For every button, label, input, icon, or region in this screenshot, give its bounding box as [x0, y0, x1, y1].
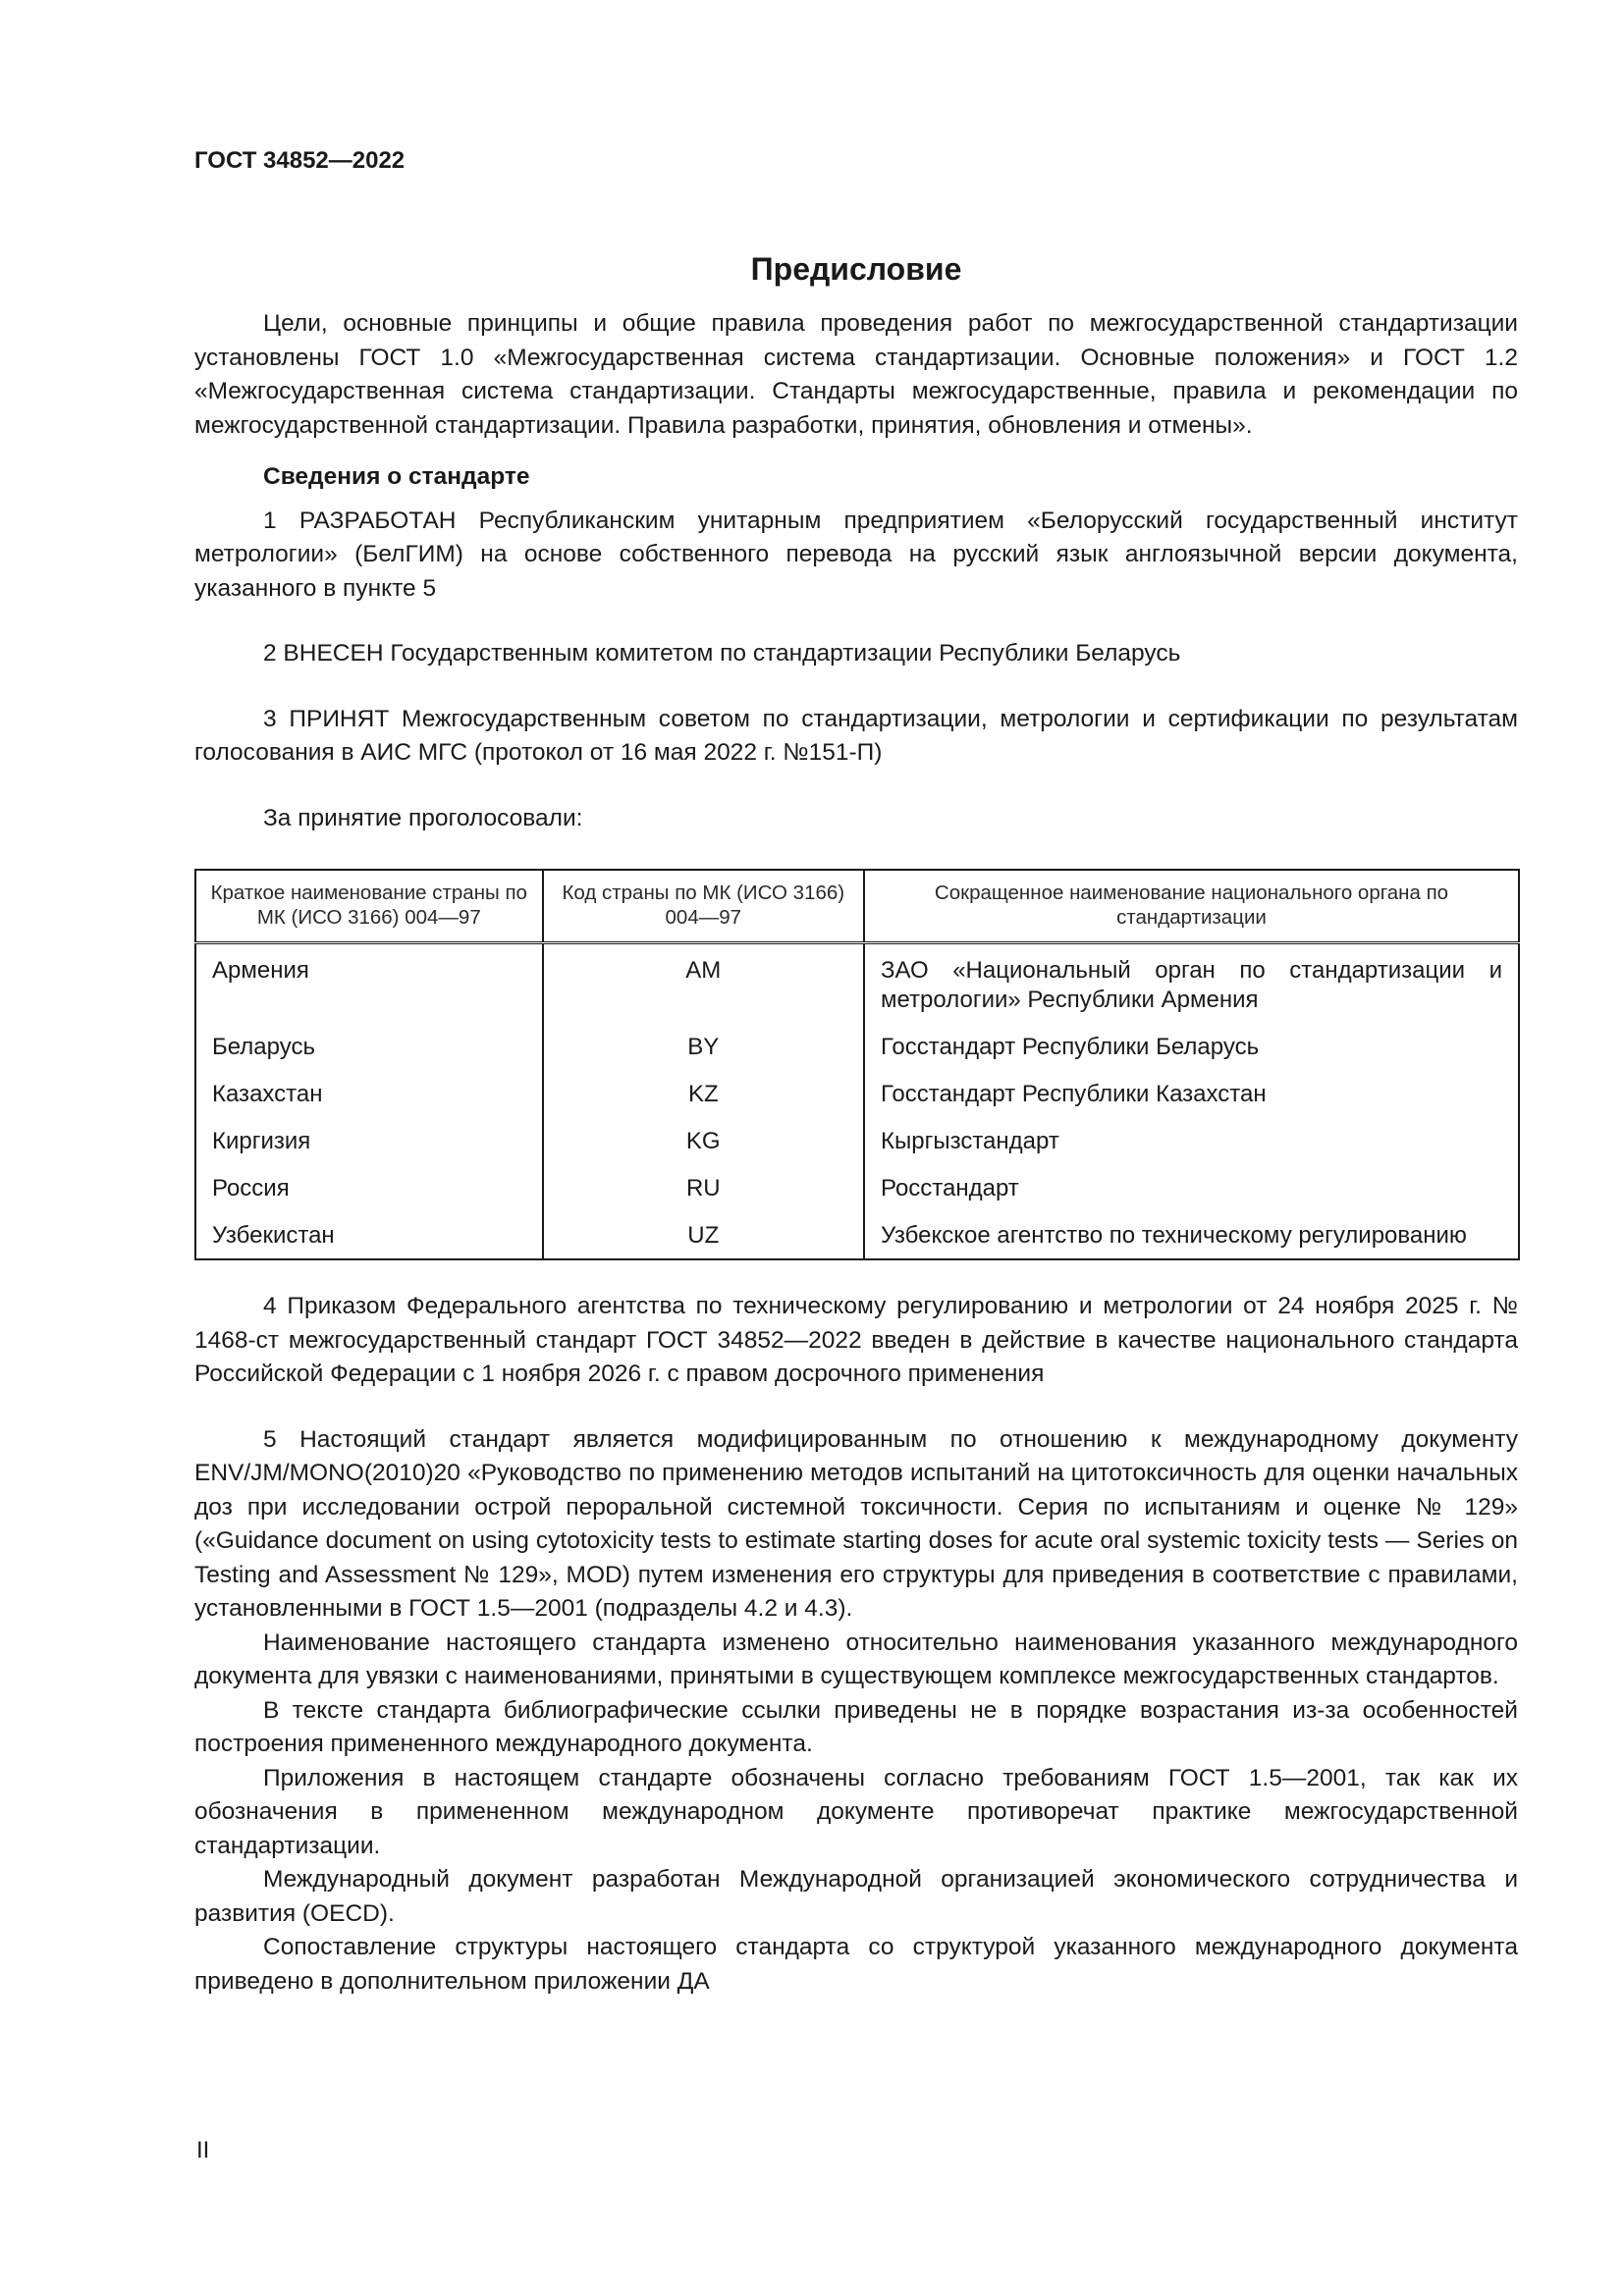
cell-org: Госстандарт Республики Казахстан: [864, 1076, 1519, 1123]
page-number: II: [196, 2137, 210, 2163]
item-adopted: 3 ПРИНЯТ Межгосударственным советом по стандартизации, метрологии и сертификации по результатам голосования в АИС МГС (протокол от 16 мая 2022 г. №151-П): [194, 705, 1518, 766]
info-heading: Сведения о стандарте: [263, 463, 530, 490]
cell-country: Армения: [195, 943, 543, 1030]
cell-org: ЗАО «Национальный орган по стандартизации и метрологии» Республики Армения: [864, 943, 1519, 1030]
cell-country: Беларусь: [195, 1029, 543, 1076]
cell-code: KG: [543, 1123, 864, 1170]
cell-org: Кыргызстандарт: [864, 1123, 1519, 1170]
table-row: [195, 1076, 1519, 1123]
cell-code: KZ: [543, 1076, 864, 1123]
name-change-paragraph: Наименование настоящего стандарта изменено относительно наименования указанного международного документа для увязки с наименованиями, принятыми в существующем комплексе межгосударственных стандартов.: [194, 1629, 1518, 1689]
table-header-row: [195, 870, 1519, 943]
references-paragraph: В тексте стандарта библиографические ссылки приведены не в порядке возрастания из-за особенностей построения примененного международного документа.: [194, 1696, 1518, 1757]
voting-table: [194, 869, 1520, 1260]
cell-code: AM: [543, 943, 864, 1030]
cell-code: UZ: [543, 1217, 864, 1259]
document-page: [194, 147, 1518, 1999]
developer-paragraph: Международный документ разработан Международной организацией экономического сотрудничества и развития (OECD).: [194, 1866, 1518, 1927]
table-row: [195, 1170, 1519, 1217]
cell-org: Госстандарт Республики Беларусь: [864, 1029, 1519, 1076]
table-row: [195, 1123, 1519, 1170]
section-title: Предисловие: [750, 251, 962, 287]
document-code: ГОСТ 34852—2022: [194, 147, 406, 174]
table-row: [195, 943, 1519, 1030]
cell-org: Узбекское агентство по техническому регулированию: [864, 1217, 1519, 1259]
cell-country: Россия: [195, 1170, 543, 1217]
intro-paragraph: Цели, основные принципы и общие правила проведения работ по межгосударственной стандартизации установлены ГОСТ 1.0 «Межгосударственная система стандартизации. Основные положения» и ГОСТ 1.2 «Межгосударственная система стандартизации. Стандарты межгосударственные, правила и рекомендации по межгосударственной стандартизации. Правила разработки, принятия, обновления и отмены».: [194, 310, 1518, 439]
table-row: [195, 1217, 1519, 1259]
cell-country: Казахстан: [195, 1076, 543, 1123]
cell-code: RU: [543, 1170, 864, 1217]
comparison-paragraph: Сопоставление структуры настоящего стандарта со структурой указанного международного документа приведено в дополнительном приложении ДА: [194, 1934, 1518, 1995]
cell-country: Киргизия: [195, 1123, 543, 1170]
cell-code: BY: [543, 1029, 864, 1076]
header-code: Код страны по МК (ИСО 3166) 004—97: [543, 870, 864, 943]
item-5-paragraph: 5 Настоящий стандарт является модифицированным по отношению к международному документу ENV/JM/MONO(2010)20 «Руководство по применению методов испытаний на цитотоксичность для оценки начальных доз при исследовании острой пероральной системной токсичности. Серия по испытаниям и оценке № 129» («Guidance document on using cytotoxicity tests to estimate starting doses for acute oral systemic toxicity tests — Series on Testing and Assessment № 129», MOD) путем изменения его структуры для приведения в соответствие с правилами, установленными в ГОСТ 1.5—2001 (подразделы 4.2 и 4.3).: [194, 1425, 1518, 1622]
item-developed: 1 РАЗРАБОТАН Республиканским унитарным предприятием «Белорусский государственный институт метрологии» (БелГИМ) на основе собственного перевода на русский язык англоязычной версии документа, указанного в пункте 5: [194, 507, 1518, 602]
cell-country: Узбекистан: [195, 1217, 543, 1259]
table-row: [195, 1029, 1519, 1076]
annexes-paragraph: Приложения в настоящем стандарте обозначены согласно требованиям ГОСТ 1.5—2001, так как их обозначения в примененном международном документе противоречат практике межгосударственной стандартизации.: [194, 1764, 1518, 1859]
item-introduced: 2 ВНЕСЕН Государственным комитетом по стандартизации Республики Беларусь: [263, 640, 1181, 667]
header-country: Краткое наименование страны по МК (ИСО 3166) 004—97: [195, 870, 543, 943]
item-4-paragraph: 4 Приказом Федерального агентства по техническому регулированию и метрологии от 24 ноября 2025 г. № 1468-ст межгосударственный стандарт ГОСТ 34852—2022 введен в действие в качестве национального стандарта Российской Федерации с 1 ноября 2026 г. с правом досрочного применения: [194, 1293, 1518, 1387]
voted-label: За принятие проголосовали:: [263, 804, 583, 831]
cell-org: Росстандарт: [864, 1170, 1519, 1217]
header-org: Сокращенное наименование национального органа по стандартизации: [864, 870, 1519, 943]
